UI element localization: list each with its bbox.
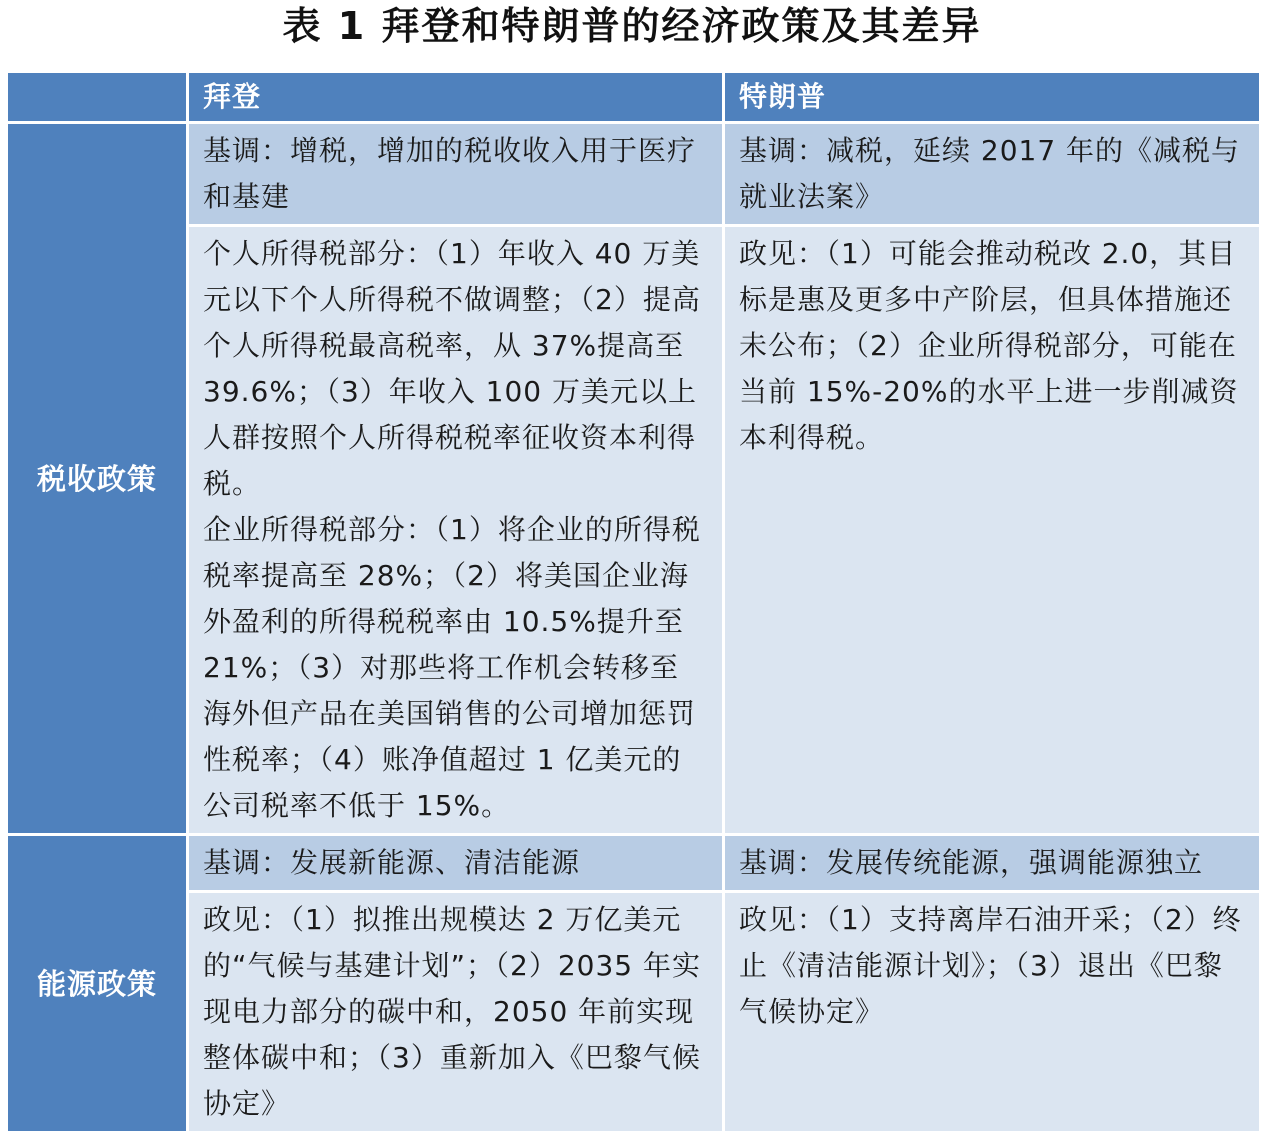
table-row xyxy=(7,892,1261,1133)
table-row xyxy=(7,226,1261,835)
biden-tax-tone: 基调：增税，增加的税收收入用于医疗和基建 xyxy=(188,123,724,226)
header-biden: 拜登 xyxy=(188,72,724,123)
table-row xyxy=(7,123,1261,226)
biden-tax-detail xyxy=(188,226,724,835)
trump-energy-tone: 基调：发展传统能源，强调能源独立 xyxy=(724,835,1261,892)
table-row xyxy=(7,835,1261,892)
row-label-tax: 税收政策 xyxy=(7,123,188,835)
table-title: 表 1 拜登和特朗普的经济政策及其差异 xyxy=(282,4,982,48)
biden-energy-tone: 基调：发展新能源、清洁能源 xyxy=(188,835,724,892)
row-label-energy: 能源政策 xyxy=(7,835,188,1133)
biden-corporate-income-tax: 企业所得税部分：（1）将企业的所得税税率提高至 28%；（2）将美国企业海外盈利的所得税税率由 10.5%提升至 21%；（3）对那些将工作机会转移至海外但产品在美国销售的公司增加惩罚性税率；（4）账净值超过 1 亿美元的公司税率不低于 15%。 xyxy=(203,513,701,822)
table-header-row xyxy=(7,72,1261,123)
trump-energy-detail: 政见：（1）支持离岸石油开采；（2）终止《清洁能源计划》；（3）退出《巴黎气候协定》 xyxy=(724,892,1261,1133)
trump-tax-tone: 基调：减税，延续 2017 年的《减税与就业法案》 xyxy=(724,123,1261,226)
policy-comparison-table xyxy=(5,70,1262,1134)
trump-tax-detail: 政见：（1）可能会推动税改 2.0，其目标是惠及更多中产阶层，但具体措施还未公布；（2）企业所得税部分，可能在当前 15%-20%的水平上进一步削减资本利得税。 xyxy=(724,226,1261,835)
header-corner-cell xyxy=(7,72,188,123)
header-trump: 特朗普 xyxy=(724,72,1261,123)
biden-energy-detail: 政见：（1）拟推出规模达 2 万亿美元的“气候与基建计划”；（2）2035 年实现电力部分的碳中和，2050 年前实现整体碳中和；（3）重新加入《巴黎气候协定》 xyxy=(188,892,724,1133)
biden-personal-income-tax: 个人所得税部分：（1）年收入 40 万美元以下个人所得税不做调整；（2）提高个人所得税最高税率，从 37%提高至 39.6%；（3）年收入 100 万美元以上人群按照个人所得税税率征收资本利得税。 xyxy=(203,237,701,500)
